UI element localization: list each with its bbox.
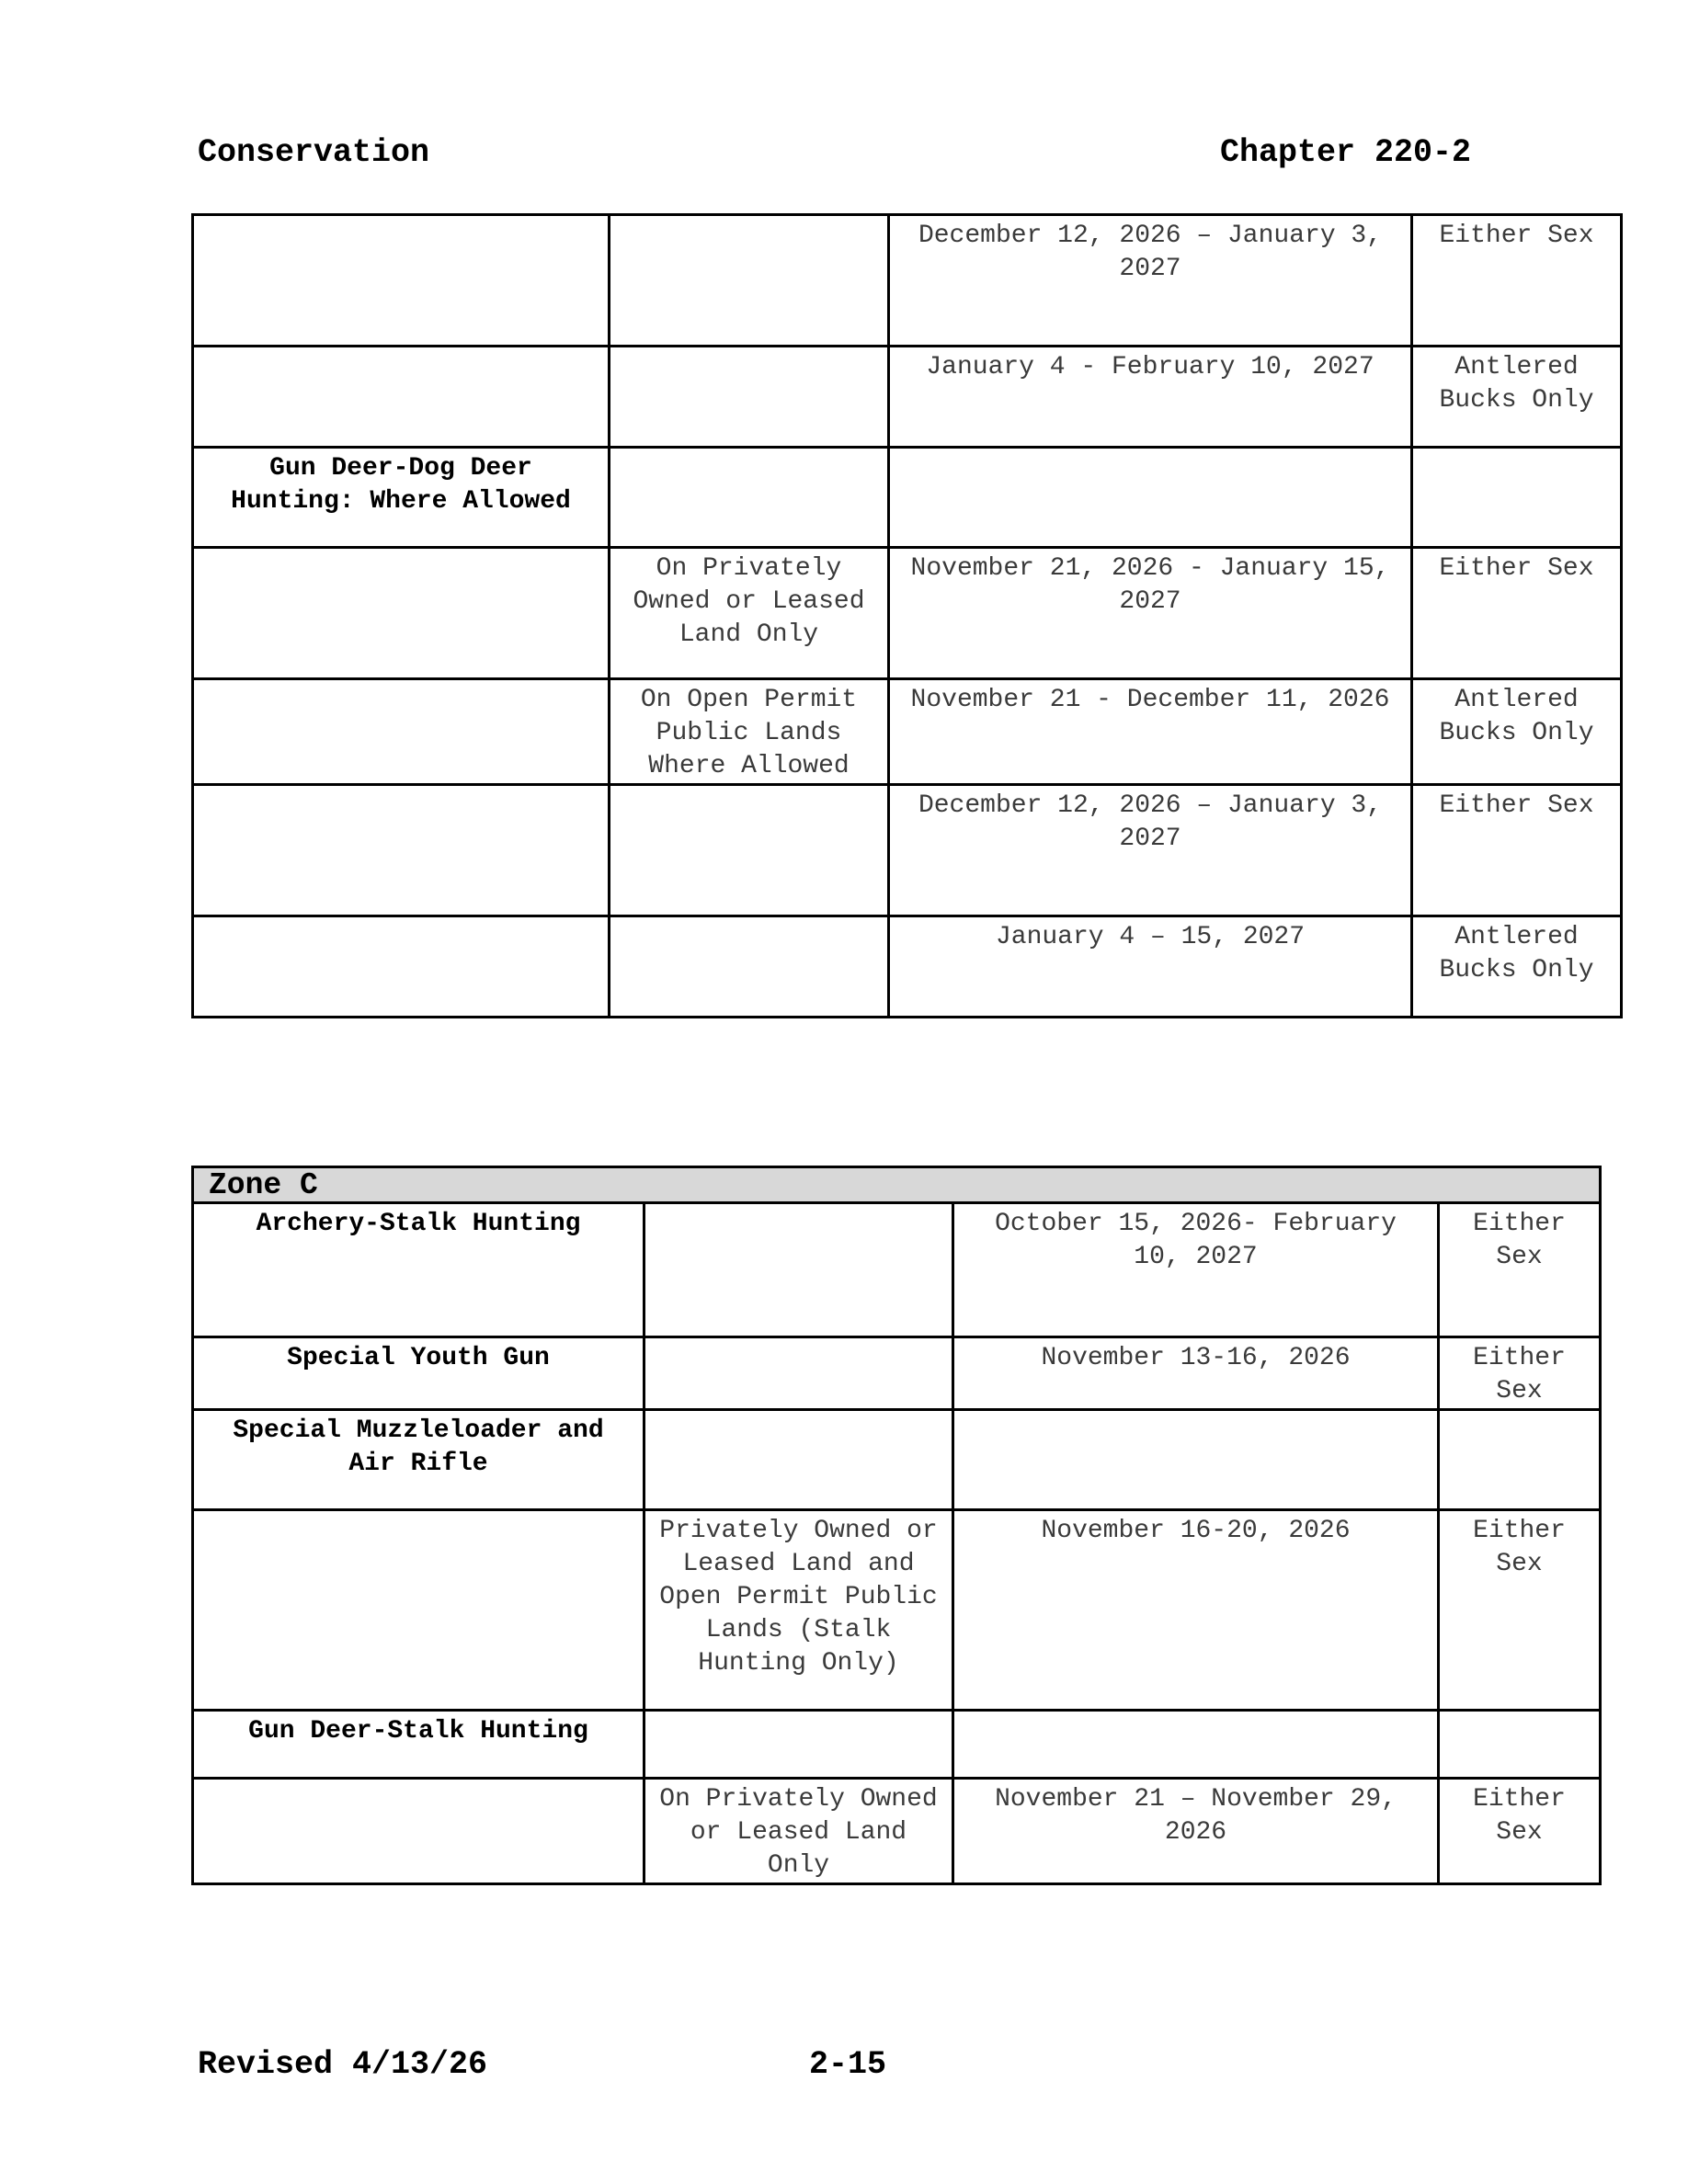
dates-cell: November 21 – November 29, 2026 xyxy=(953,1779,1439,1884)
lands-cell xyxy=(610,448,889,548)
dates-cell xyxy=(953,1410,1439,1510)
table-row xyxy=(193,347,1622,448)
lands-cell: On Privately Owned or Leased Land Only xyxy=(644,1779,953,1884)
lands-cell: Privately Owned or Leased Land and Open Permit Public Lands (Stalk Hunting Only) xyxy=(644,1510,953,1711)
revision-date: Revised 4/13/26 xyxy=(198,2046,488,2083)
lands-cell xyxy=(644,1711,953,1779)
sex-cell: Antlered Bucks Only xyxy=(1412,679,1622,785)
lands-cell xyxy=(610,215,889,347)
page-number: 2-15 xyxy=(809,2046,887,2083)
chapter-title: Conservation xyxy=(198,134,430,171)
sex-cell: Antlered Bucks Only xyxy=(1412,916,1622,1018)
table-row xyxy=(193,215,1622,347)
zone-label: Zone C xyxy=(193,1167,1601,1203)
table-row xyxy=(193,785,1622,916)
sex-cell: Either Sex xyxy=(1439,1779,1601,1884)
sex-cell: Either Sex xyxy=(1439,1203,1601,1337)
activity-cell xyxy=(193,785,610,916)
sex-cell: Either Sex xyxy=(1439,1510,1601,1711)
lands-cell xyxy=(610,916,889,1018)
sex-cell xyxy=(1412,448,1622,548)
sex-cell: Antlered Bucks Only xyxy=(1412,347,1622,448)
sex-cell xyxy=(1439,1711,1601,1779)
table-row xyxy=(193,1410,1601,1510)
table-row xyxy=(193,1779,1601,1884)
lands-cell: On Open Permit Public Lands Where Allowed xyxy=(610,679,889,785)
zone-c-season-table xyxy=(191,1166,1602,1885)
dates-cell: January 4 – 15, 2027 xyxy=(889,916,1412,1018)
dates-cell: October 15, 2026- February 10, 2027 xyxy=(953,1203,1439,1337)
dates-cell: November 21, 2026 - January 15, 2027 xyxy=(889,548,1412,679)
activity-cell xyxy=(193,548,610,679)
lands-cell xyxy=(610,347,889,448)
activity-cell: Special Muzzleloader and Air Rifle xyxy=(193,1410,644,1510)
dates-cell: November 16-20, 2026 xyxy=(953,1510,1439,1711)
sex-cell: Either Sex xyxy=(1412,215,1622,347)
chapter-number: Chapter 220-2 xyxy=(1220,134,1472,171)
activity-cell xyxy=(193,347,610,448)
table-row xyxy=(193,448,1622,548)
dates-cell xyxy=(953,1711,1439,1779)
sex-cell: Either Sex xyxy=(1412,548,1622,679)
table-row xyxy=(193,1711,1601,1779)
dates-cell xyxy=(889,448,1412,548)
table-row xyxy=(193,679,1622,785)
table-row xyxy=(193,1203,1601,1337)
season-table-continued xyxy=(191,213,1623,1018)
table-row xyxy=(193,548,1622,679)
lands-cell xyxy=(644,1410,953,1510)
table-row xyxy=(193,1510,1601,1711)
dates-cell: January 4 - February 10, 2027 xyxy=(889,347,1412,448)
table-row xyxy=(193,916,1622,1018)
activity-cell xyxy=(193,916,610,1018)
activity-cell xyxy=(193,1779,644,1884)
zone-header-row xyxy=(193,1167,1601,1203)
activity-cell xyxy=(193,679,610,785)
dates-cell: December 12, 2026 – January 3, 2027 xyxy=(889,785,1412,916)
activity-cell: Special Youth Gun xyxy=(193,1337,644,1410)
lands-cell: On Privately Owned or Leased Land Only xyxy=(610,548,889,679)
activity-cell xyxy=(193,215,610,347)
sex-cell xyxy=(1439,1410,1601,1510)
activity-cell: Archery-Stalk Hunting xyxy=(193,1203,644,1337)
lands-cell xyxy=(644,1337,953,1410)
sex-cell: Either Sex xyxy=(1439,1337,1601,1410)
activity-cell: Gun Deer-Dog Deer Hunting: Where Allowed xyxy=(193,448,610,548)
dates-cell: November 13-16, 2026 xyxy=(953,1337,1439,1410)
sex-cell: Either Sex xyxy=(1412,785,1622,916)
dates-cell: November 21 - December 11, 2026 xyxy=(889,679,1412,785)
lands-cell xyxy=(610,785,889,916)
table-row xyxy=(193,1337,1601,1410)
activity-cell: Gun Deer-Stalk Hunting xyxy=(193,1711,644,1779)
activity-cell xyxy=(193,1510,644,1711)
lands-cell xyxy=(644,1203,953,1337)
dates-cell: December 12, 2026 – January 3, 2027 xyxy=(889,215,1412,347)
